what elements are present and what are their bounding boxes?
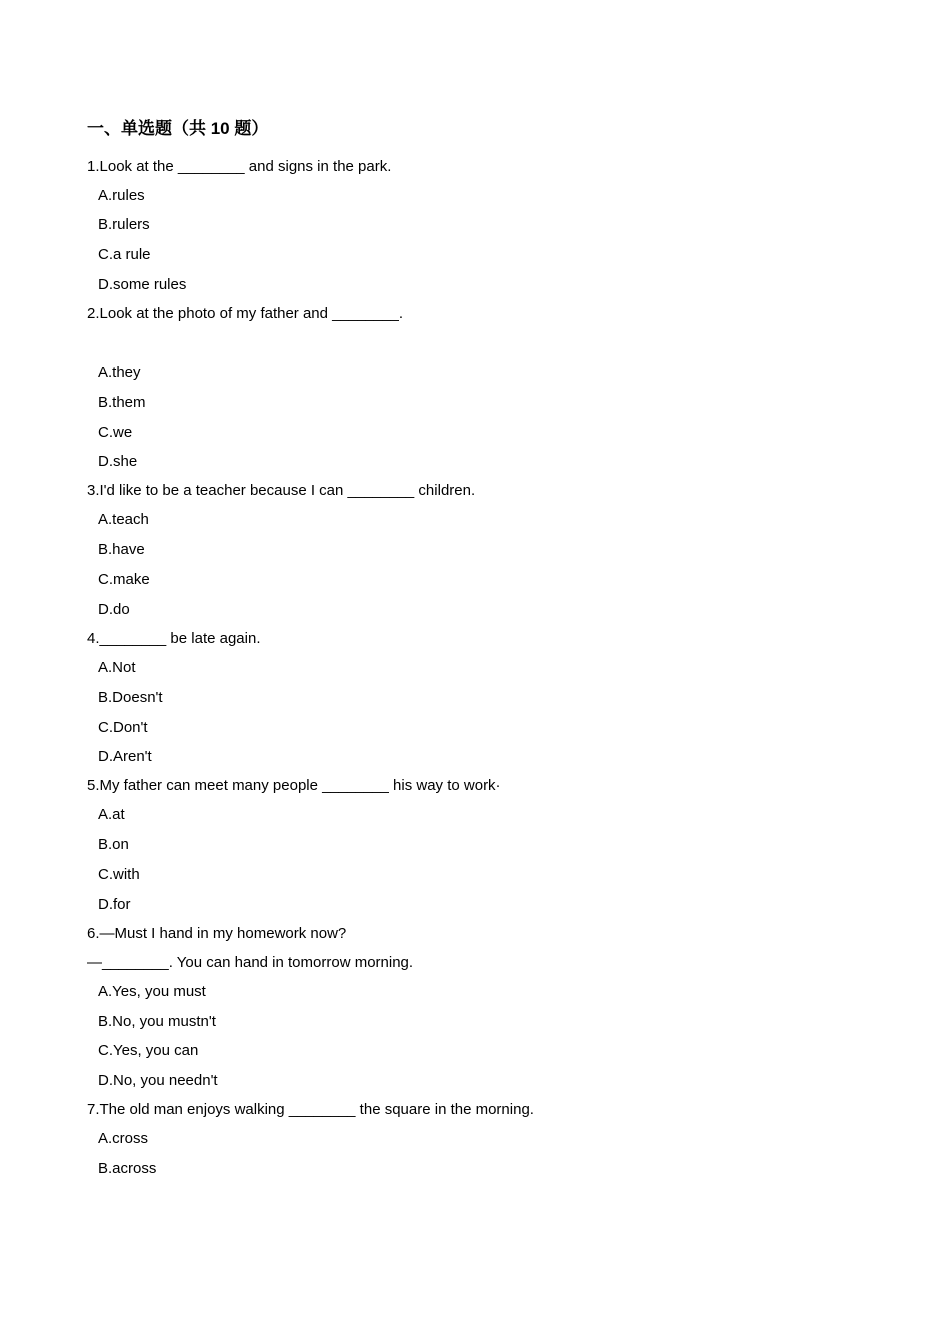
question-3-stem: 3.I'd like to be a teacher because I can ________ children.: [87, 482, 476, 499]
question-2-stem: 2.Look at the photo of my father and ________.: [87, 305, 404, 322]
question-2-option-d: D.she: [98, 453, 138, 470]
question-5-option-d: D.for: [98, 896, 131, 913]
question-6-option-b: B.No, you mustn't: [98, 1013, 216, 1030]
question-1-option-d: D.some rules: [98, 276, 187, 293]
question-7-stem: 7.The old man enjoys walking ________ the square in the morning.: [87, 1101, 534, 1118]
question-5-option-a: A.at: [98, 806, 125, 823]
question-3-option-d: D.do: [98, 601, 130, 618]
question-3-option-b: B.have: [98, 541, 145, 558]
question-6-stem-line-2: —________. You can hand in tomorrow morning.: [87, 954, 414, 971]
section-title: 一、单选题（共 10 题）: [87, 119, 269, 138]
question-4-option-d: D.Aren't: [98, 748, 152, 765]
question-6-option-c: C.Yes, you can: [98, 1042, 199, 1059]
question-1-option-c: C.a rule: [98, 246, 151, 263]
question-5-stem: 5.My father can meet many people ________ his way to work·: [87, 777, 501, 794]
question-6-option-a: A.Yes, you must: [98, 983, 206, 1000]
question-1-option-a: A.rules: [98, 187, 145, 204]
question-1-option-b: B.rulers: [98, 216, 150, 233]
question-6-stem: 6.—Must I hand in my homework now?: [87, 925, 347, 942]
question-4-stem: 4.________ be late again.: [87, 630, 261, 647]
question-7-option-a: A.cross: [98, 1130, 149, 1147]
question-3-option-a: A.teach: [98, 511, 149, 528]
question-2-option-a: A.they: [98, 364, 141, 381]
question-4-option-b: B.Doesn't: [98, 689, 163, 706]
question-7-option-b: B.across: [98, 1160, 157, 1177]
question-4-option-c: C.Don't: [98, 719, 148, 736]
question-5-option-b: B.on: [98, 836, 129, 853]
question-2-option-c: C.we: [98, 424, 133, 441]
question-4-option-a: A.Not: [98, 659, 136, 676]
question-1-stem: 1.Look at the ________ and signs in the park.: [87, 158, 392, 175]
question-5-option-c: C.with: [98, 866, 140, 883]
question-3-option-c: C.make: [98, 571, 150, 588]
question-6-option-d: D.No, you needn't: [98, 1072, 218, 1089]
question-2-option-b: B.them: [98, 394, 146, 411]
